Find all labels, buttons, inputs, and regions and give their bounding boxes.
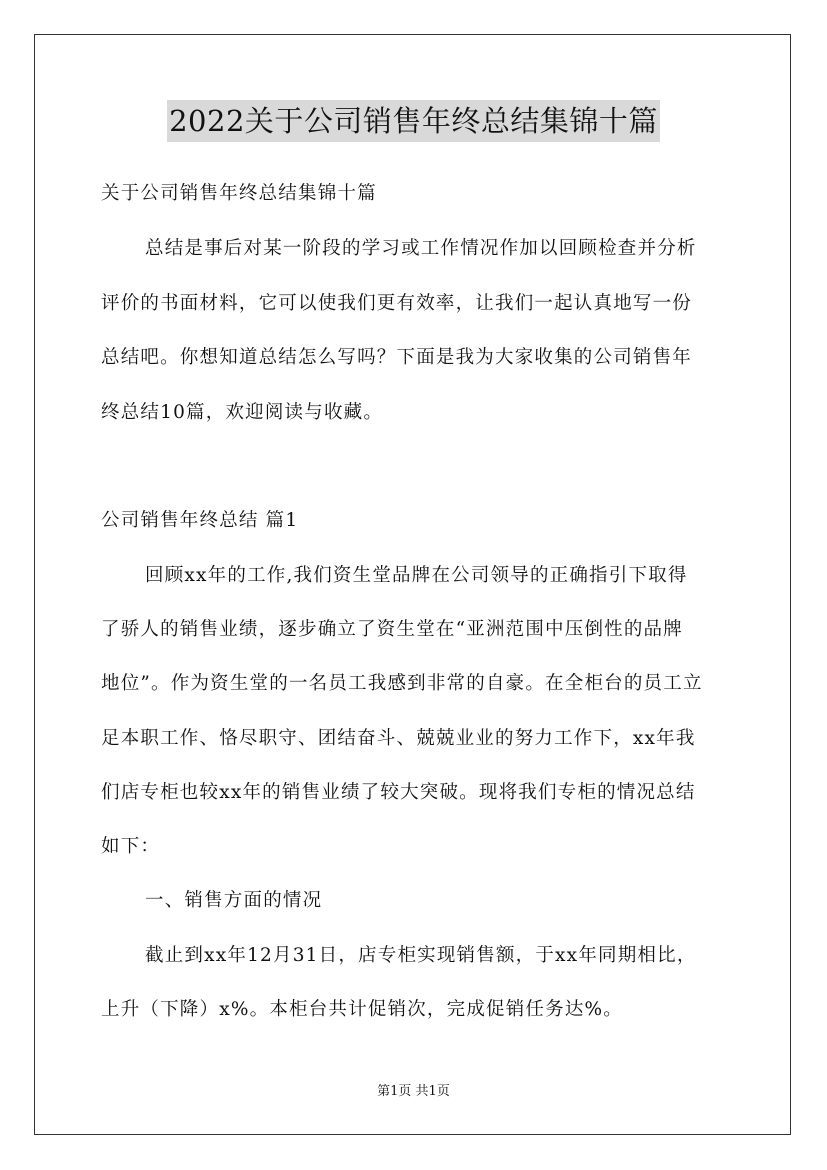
paragraph-line: 们店专柜也较xx年的销售业绩了较大突破。现将我们专柜的情况总结 [101, 782, 696, 803]
page-number-footer: 第1页 共1页 [377, 1084, 450, 1099]
paragraph-line: 截止到xx年12月31日，店专柜实现销售额，于xx年同期相比， [145, 945, 697, 966]
paragraph-line: 终总结10篇，欢迎阅读与收藏。 [101, 402, 384, 423]
paragraph-line: 地位”。作为资生堂的一名员工我感到非常的自豪。在全柜台的员工立 [101, 673, 703, 694]
subtitle-line: 关于公司销售年终总结集锦十篇 [101, 183, 377, 204]
paragraph-line: 上升（下降）x%。本柜台共计促销次，完成促销任务达%。 [101, 999, 623, 1020]
paragraph-line: 了骄人的销售业绩，逐步确立了资生堂在“亚洲范围中压倒性的品牌 [101, 619, 683, 640]
paragraph-line: 如下： [101, 836, 161, 857]
title-container [0, 100, 827, 142]
document-title: 2022关于公司销售年终总结集锦十篇 [167, 100, 660, 142]
section-heading: 公司销售年终总结 篇1 [101, 510, 299, 531]
subsection-heading: 一、销售方面的情况 [145, 890, 323, 911]
paragraph-line: 总结是事后对某一阶段的学习或工作情况作加以回顾检查并分析 [145, 238, 697, 259]
paragraph-line: 回顾xx年的工作,我们资生堂品牌在公司领导的正确指引下取得 [145, 565, 688, 586]
paragraph-line: 足本职工作、恪尽职守、团结奋斗、兢兢业业的努力工作下，xx年我 [101, 728, 696, 749]
paragraph-line: 总结吧。你想知道总结怎么写吗？下面是我为大家收集的公司销售年 [101, 347, 693, 368]
paragraph-line: 评价的书面材料，它可以使我们更有效率，让我们一起认真地写一份 [101, 293, 693, 314]
